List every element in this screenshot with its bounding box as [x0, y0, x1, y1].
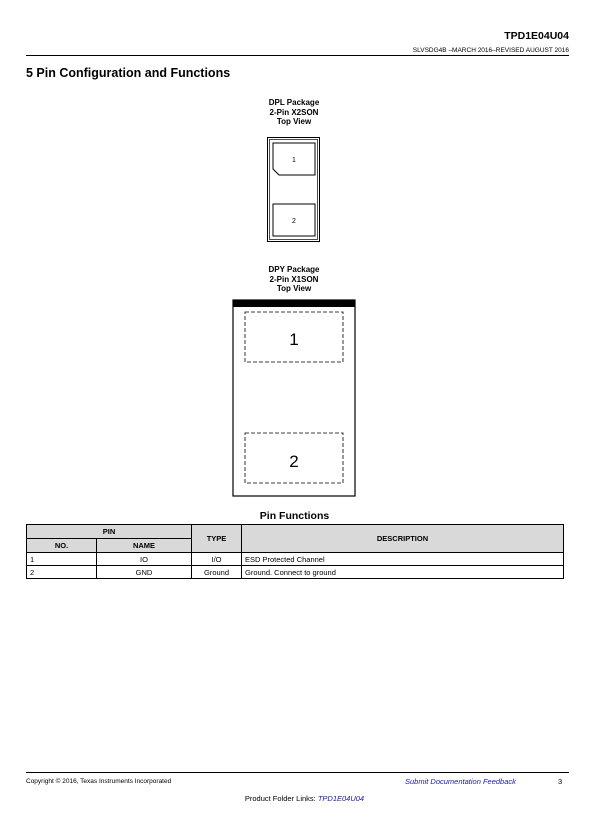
- copyright-notice: Copyright © 2016, Texas Instruments Incorporated: [26, 778, 172, 785]
- dpy-package-type: 2-Pin X1SON: [269, 274, 319, 284]
- document-revision: SLVSDG4B –MARCH 2016–REVISED AUGUST 2016: [412, 47, 569, 54]
- dpl-package-caption: [234, 98, 354, 127]
- pin-description-cell: ESD Protected Channel: [242, 553, 564, 566]
- table-row: [27, 566, 564, 579]
- description-header: DESCRIPTION: [242, 525, 564, 553]
- dpy-package-name: DPY Package: [268, 265, 320, 274]
- product-folder-link[interactable]: TPD1E04U04: [317, 794, 365, 803]
- pin-header: PIN: [27, 525, 192, 539]
- no-header: NO.: [27, 539, 97, 553]
- pin-name-cell: GND: [97, 566, 192, 579]
- dpl-package-type: 2-Pin X2SON: [269, 107, 319, 117]
- dpl-package-view: Top View: [276, 117, 312, 126]
- pin-description-cell: Ground. Connect to ground: [242, 566, 564, 579]
- pin-type-cell: I/O: [192, 553, 242, 566]
- pin-number-cell: 1: [27, 553, 97, 566]
- dpy-pin1-label: 1: [289, 330, 299, 349]
- table-row: [27, 553, 564, 566]
- pin-name-cell: IO: [97, 553, 192, 566]
- dpy-package-diagram: [232, 299, 357, 497]
- dpl-pin1-label: 1: [292, 157, 296, 164]
- dpy-package-top-bar: [233, 300, 355, 307]
- section-title: 5 Pin Configuration and Functions: [26, 66, 231, 80]
- product-folder-label: Product Folder Links:: [244, 794, 318, 803]
- pin-functions-table: [26, 524, 564, 579]
- dpl-package-diagram: [267, 137, 321, 243]
- dpl-package-name: DPL Package: [268, 98, 320, 107]
- submit-feedback-link[interactable]: Submit Documentation Feedback: [405, 777, 516, 786]
- dpl-pin2-label: 2: [292, 218, 296, 225]
- dpy-package-caption: [234, 265, 354, 294]
- name-header: NAME: [97, 539, 192, 553]
- pin-functions-title: Pin Functions: [259, 510, 330, 522]
- pin-number-cell: 2: [27, 566, 97, 579]
- type-header: TYPE: [192, 525, 242, 553]
- dpy-package-view: Top View: [276, 284, 312, 293]
- product-folder-links: [0, 794, 609, 803]
- header-divider: [26, 55, 569, 56]
- pin-type-cell: Ground: [192, 566, 242, 579]
- page-number: 3: [558, 777, 563, 786]
- document-title: TPD1E04U04: [504, 30, 569, 42]
- footer-divider: [26, 772, 569, 773]
- dpy-pin2-label: 2: [289, 452, 299, 471]
